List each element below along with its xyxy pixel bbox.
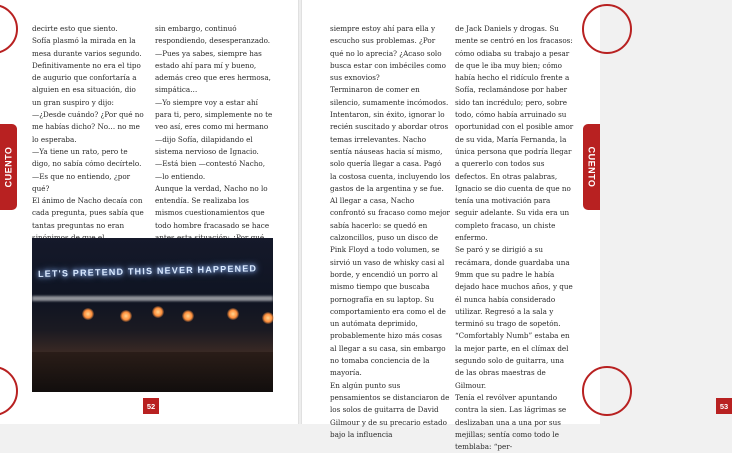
left-column-1	[32, 23, 144, 257]
lamp-light	[120, 310, 132, 322]
paragraph: —Pues ya sabes, siempre has estado ahí para mí y bueno, además creo que eres hermosa, simpática…	[155, 48, 271, 95]
right-column-1	[330, 23, 450, 441]
left-column-2	[155, 23, 273, 257]
paragraph: —Ya tiene un rato, pero te digo, no sabía cómo decírtelo.	[32, 146, 142, 169]
decorative-arc	[0, 4, 18, 54]
section-tab-left	[0, 124, 17, 210]
paragraph: siempre estoy ahí para ella y escucho sus problemas. ¿Por qué no lo aprecia? ¿Acaso solo busca estar con imbéciles como sus exnovios?	[330, 24, 446, 83]
paragraph: El ánimo de Nacho decaía con cada pregunta, pues sabía que tantas preguntas no eran	[32, 196, 144, 230]
left-page	[0, 0, 298, 424]
paragraph: de Jack Daniels y drogas. Su mente se centró en los fracasos: cómo odiaba su trabajo a pesar de que le iba muy bien; cómo había hecho el ridículo frente a Sofía, reclamándose por haber sido tan incrédulo; pero, sobre todo, cómo había arruinado su oportunidad con el posible amor de su vida, María Fernanda, la única persona que podría llegar a quererlo con todos sus defectos. En otras palabras, Ignacio se dio cuenta de que no tenía una motivación para seguir adelante. Su vida era un completo fracaso, un chiste enfermo.	[455, 24, 574, 243]
paragraph: decirte esto que siento.	[32, 24, 118, 33]
decorative-arc	[0, 366, 18, 416]
lamp-light	[82, 308, 94, 320]
paragraph: Sofía plasmó la mirada en la mesa durante varios segundo. Definitivamente no era el tipo de augurio que confortaría a alguien en esa situación, dio un gran suspiro y dijo:	[32, 36, 142, 107]
lamp-light	[227, 308, 239, 320]
paragraph: —¿Desde cuándo? ¿Por qué no me habías dicho? No… no me lo esperaba.	[32, 110, 144, 144]
light-beam	[32, 296, 273, 301]
lamp-light	[262, 312, 274, 324]
neon-sign-photo	[32, 238, 273, 392]
right-page	[302, 0, 729, 452]
decorative-arc	[582, 4, 632, 54]
decorative-arc	[582, 366, 632, 416]
lamp-light	[182, 310, 194, 322]
paragraph: —Yo siempre voy a estar ahí para ti, pero, simplemente no te veo así, eres como mi hermano —dijo Sofía, dilapidando el sistema nervioso de Ignacio.	[155, 97, 273, 156]
paragraph: Se paró y se dirigió a su recámara, donde guardaba una 9mm que su padre le había dejado hace muchos años, y que él nunca había considerado utilizar. Regresó a la sala y terminó su trago de sopetón. “Comfortably Numb” estaba en la mejor parte, en el clímax del segundo solo de guitarra, una de las obras maestras de Gilmour.	[455, 245, 573, 390]
lamp-light	[152, 306, 164, 318]
section-tab-right	[583, 124, 600, 210]
paragraph: Terminaron de comer en silencio, sumamente incómodos. Intentaron, sin éxito, ignorar lo recién suscitado y abordar otros temas irrelevantes. Nacho sentía náuseas hacia sí mismo, solo quería llegar a casa. Pagó la costosa cuenta, incluyendo los gastos de la argentina y se fue.	[330, 85, 451, 193]
page-number-left: 52	[143, 398, 159, 414]
right-column-2	[455, 23, 575, 453]
paragraph: En algún punto sus pensamientos se distanciaron de los solos de guitarra de David Gilmour y de su precario estado bajo la influencia	[330, 380, 450, 439]
paragraph: Tenía el revólver apuntando contra la sien. Las lágrimas se deslizaban una a una por sus mejillas; sentía como todo le temblaba: “per-	[455, 392, 567, 452]
paragraph: —Es que no entiendo, ¿por qué?	[32, 171, 131, 193]
page-number-right: 53	[716, 398, 732, 414]
paragraph: Aunque la verdad, Nacho no lo entendía. Se realizaba los mismos cuestionamientos que todo hombre fracasado se hace	[155, 183, 270, 230]
bar-counter	[32, 352, 273, 392]
paragraph: Al llegar a casa, Nacho confrontó su fracaso como mejor sabía hacerlo: se quedó en calzoncillos, puso un disco de Pink Floyd a todo volumen, se sirvió un vaso de whisky casi al borde, y encendió un porro al mismo tiempo que buscaba pornografía en su laptop. Su comportamiento era como el de un autómata deprimido, probablemente hizo más cosas al llegar a su casa, sin embargo no tomaba conciencia de la mayoría.	[330, 196, 450, 378]
neon-sign-text: LET'S PRETEND THIS NEVER HAPPENED	[37, 263, 258, 279]
paragraph: sin embargo, continuó respondiendo, desesperanzado.	[155, 24, 271, 46]
section-tab-label: CUENTO	[586, 146, 597, 188]
paragraph: —Está bien —contestó Nacho, —lo entiendo.	[155, 159, 265, 181]
section-tab-label: CUENTO	[3, 146, 14, 188]
